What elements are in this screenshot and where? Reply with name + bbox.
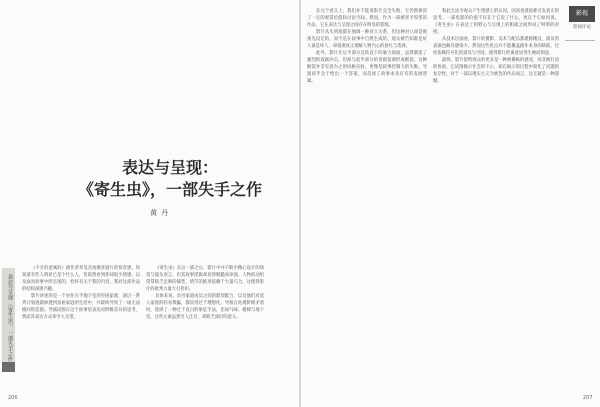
paragraph: 此外，影片在后半部分急转直下的暴力场面，虽然制造了强烈的戏剧冲击，但却与前半部分的喜剧基调形成断裂。这种断裂并非有意为之的风格实验，更像是叙事控制力的失衡。导演似乎急于给出一个答案，而忽视了故事本身应有的发展逻辑。 xyxy=(307,51,427,85)
section-badge: 影视 xyxy=(569,6,595,22)
section-divider xyxy=(565,40,595,41)
article-title-line2: 《寄生虫》，一部失手之作 xyxy=(77,180,262,199)
right-page xyxy=(301,0,600,407)
paragraph: 和此无法令观众产生情感上的认同，因而也就很难引发真正的思考。一部电影的价值不仅在于它说了什么，更在于它如何说。《寄生虫》在表达上的野心与呈现上的粗疏之间形成了鲜明的对照。 xyxy=(433,9,559,36)
text-column-right-a xyxy=(307,8,427,393)
text-column-left-b xyxy=(146,265,264,393)
paragraph: 在这个意义上，我们并不能说影片完全失败，它仍然保留了一定的观赏价值和讨论空间。然而，作为一部被寄予厚望的作品，它在表达与呈现之间存在明显的裂缝。 xyxy=(307,9,427,29)
sidebar-tab xyxy=(2,362,15,372)
paragraph: 具体来说，贫穷家庭成员之间的默契配合，以及他们对富人家庭的轻易欺骗，都显得过于理想化。导演在处理阶级矛盾时，选择了一种过于直白的象征手法，比如气味、楼梯与地下室，这些元素虽然引人注目，却缺乏深层的意义。 xyxy=(146,294,264,321)
text-column-right-b xyxy=(433,8,559,393)
paragraph: 影片从头到尾都在强调一种对立关系，但这种对立却是被预先设定的，而不是在叙事中自然生成的。观众被告知谁是好人谁是坏人，却很难真正理解人物内心的挣扎与选择。 xyxy=(307,30,427,50)
paragraph: 从技术层面看，影片的摄影、美术与配乐都堪称精良，演员的表演也颇具感染力。然而这些优点并不能掩盖剧作本身的缺陷。过度依赖符号化的道具与空间，使得影片的寓意显得生硬而刻意。 xyxy=(433,37,559,57)
sidebar-label: 表达与呈现 《寄生虫》，一部失手之作 xyxy=(7,274,13,362)
paragraph: 最终，影片留给观众的更多是一种被操纵的感受，而非被打动的体验。它试图揭示社会的不公，却在揭示的过程中简化了问题的复杂性。对于一部以现实主义为底色的作品而言，这无疑是一种遗憾。 xyxy=(433,58,559,85)
page-number-right: 207 xyxy=(583,395,593,401)
article-title xyxy=(60,157,280,201)
section-label: 影视评论 xyxy=(573,25,591,30)
page-number-left: 206 xyxy=(8,395,18,401)
paragraph: 《不甘的意寓的》剧作者奉昊杰拍摄喜剧片的惊奇感，你知道有些人明显已是个什么人，但依然看到你却很少情感，以及面对故事中所呈现的，恰好有关于我的内容。我对这部作品的结构深感兴趣。 xyxy=(22,266,140,293)
left-page xyxy=(0,0,299,407)
article-title-line1: 表达与呈现： xyxy=(121,158,218,177)
paragraph: 《寄生虫》在这一部之后，影片中并不缺少精心设计的场景与镜头语言，但其叙事逻辑却显得粗糙而牵强。人物的动机常常缺乏足够的铺垫，情节的推进依赖于大量巧合，这使得影片的批判力量大打折扣。 xyxy=(146,266,264,293)
text-column-left-a xyxy=(22,265,140,393)
article-author: 黄 丹 xyxy=(150,209,170,217)
paragraph: 影片讲述的是一个居住在半地下室的穷困家庭，通过一系列计划逐渐渗透到富裕家庭的生活中，并最终导致了一场无法挽回的悲剧。导演试图在这个故事里表达对阶级差异的思考，然而其表达方式却令人失望。 xyxy=(22,294,140,321)
